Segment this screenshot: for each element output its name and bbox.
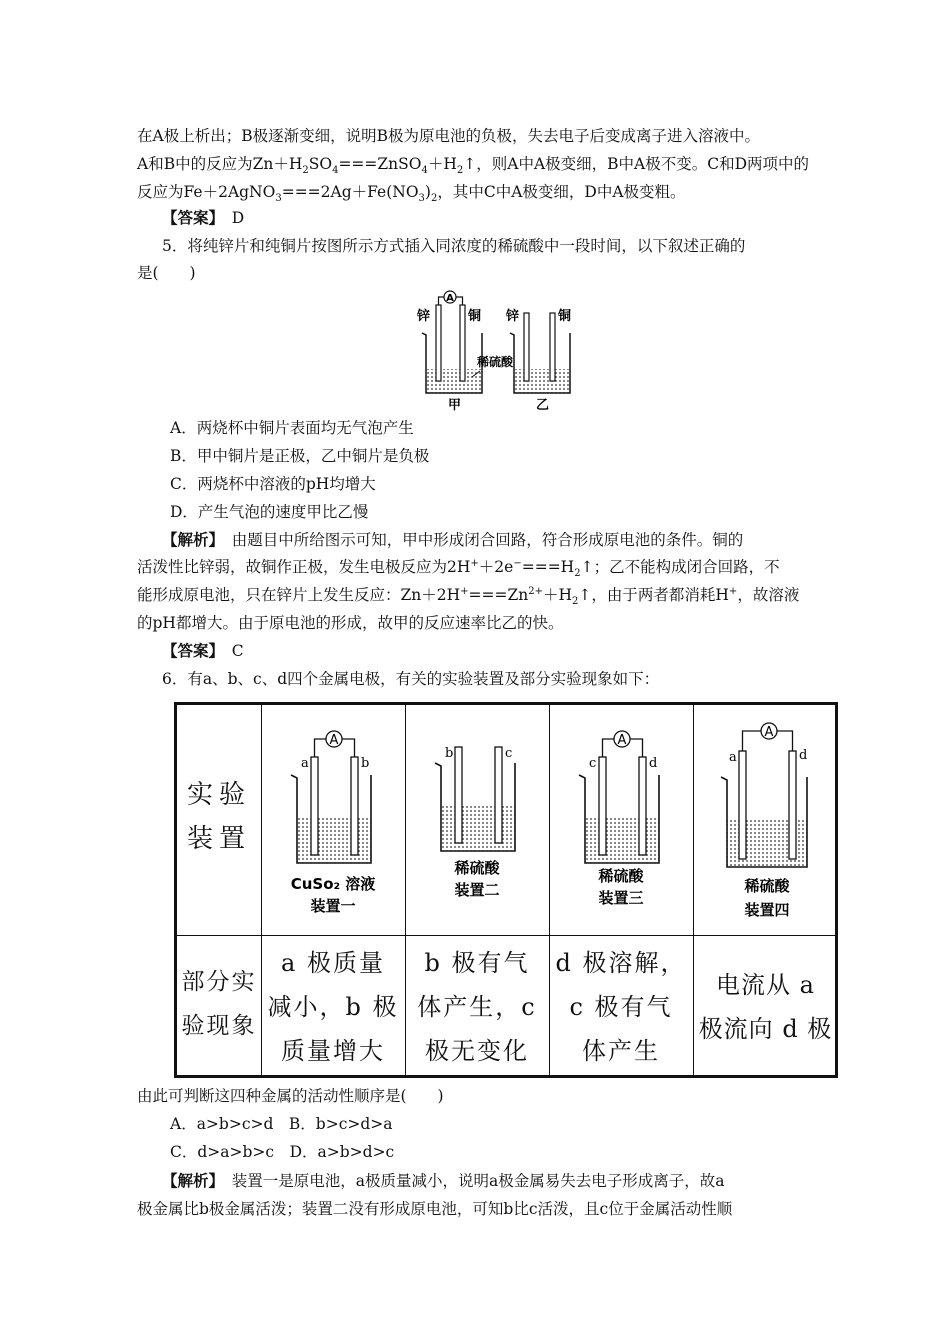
svg-text:稀硫酸: 稀硫酸 xyxy=(454,859,500,877)
option-a: A．两烧杯中铜片表面均无气泡产生 xyxy=(170,419,414,437)
option-d: D．产生气泡的速度甲比乙慢 xyxy=(170,503,369,521)
svg-text:A: A xyxy=(617,733,627,748)
device-3-figure xyxy=(561,721,685,929)
phenomenon-3: d 极溶解， c 极有气 体产生 xyxy=(555,949,687,1065)
text-line-2: A和B中的反应为$Zn+H_2SO_4===ZnSO_4+H_2↑$，则A中A极变细，B中A极不变。C和D两项中的 xyxy=(137,155,810,177)
analysis-6-line-2: 极金属比b极金属活泼；装置二没有形成原电池，可知b比c活泼，且c位于金属活动性顺 xyxy=(137,1200,733,1218)
answer-1: 【答案】 D xyxy=(162,208,245,227)
svg-text:装置三: 装置三 xyxy=(598,889,644,907)
option-b: B．甲中铜片是正极，乙中铜片是负极 xyxy=(170,447,430,465)
analysis-5-line-1: 【解析】 由题目中所给图示可知，甲中形成闭合回路，符合形成原电池的条件。铜的 xyxy=(162,530,744,549)
svg-text:稀硫酸: 稀硫酸 xyxy=(598,867,644,885)
svg-text:c: c xyxy=(505,746,513,761)
question-5-line-2: 是( ) xyxy=(137,264,196,282)
label-copper-yi: 铜 xyxy=(558,309,572,324)
svg-text:装置一: 装置一 xyxy=(310,897,356,915)
phenomenon-1: a 极质量 减小，b 极 质量增大 xyxy=(267,949,399,1065)
question-6-options-ab: A．a>b>c>d B．b>c>d>a xyxy=(170,1115,393,1133)
text-line-1: 在A极上析出；B极逐渐变细，说明B极为原电池的负极，失去电子后变成离子进入溶液中。 xyxy=(137,127,760,145)
label-acid: 稀硫酸 xyxy=(477,355,514,369)
zinc-plate-jia xyxy=(436,305,441,381)
svg-text:a: a xyxy=(729,750,737,765)
label-zinc-jia: 锌 xyxy=(417,309,431,324)
label-yi: 乙 xyxy=(536,398,550,413)
svg-text:稀硫酸: 稀硫酸 xyxy=(744,877,790,895)
figure-beakers-5 xyxy=(410,287,590,413)
device-2-figure xyxy=(417,721,541,929)
copper-plate-yi xyxy=(550,313,555,381)
svg-text:d: d xyxy=(649,756,658,771)
device-1-figure xyxy=(273,721,397,929)
svg-text:A: A xyxy=(446,293,454,304)
analysis-5-line-3: 能形成原电池，只在锌片上发生反应：$Zn+2H^+===Zn^{2+}+H_2↑$，由于两者都消耗H+，故溶液 xyxy=(137,585,800,608)
question-6: 6．有a、b、c、d四个金属电极，有关的实验装置及部分实验现象如下： xyxy=(162,670,660,688)
svg-text:CuSo₂ 溶液: CuSo₂ 溶液 xyxy=(290,875,376,893)
answer-2: 【答案】 C xyxy=(162,641,244,660)
svg-text:d: d xyxy=(799,748,808,763)
header-setup: 实验 装置 xyxy=(186,780,251,854)
svg-text:b: b xyxy=(445,746,454,761)
label-zinc-yi: 锌 xyxy=(506,309,520,324)
phenomenon-4: 电流从 a 极流向 d 极 xyxy=(698,971,833,1043)
analysis-5-line-4: 的pH都增大。由于原电池的形成，故甲的反应速率比乙的快。 xyxy=(137,614,564,632)
svg-text:装置二: 装置二 xyxy=(454,881,500,899)
svg-text:b: b xyxy=(361,756,370,771)
option-c: C．两烧杯中溶液的pH均增大 xyxy=(170,475,376,493)
svg-text:a: a xyxy=(301,756,309,771)
device-4-figure xyxy=(705,711,833,929)
svg-text:装置四: 装置四 xyxy=(744,901,790,919)
analysis-5-line-2: 活泼性比锌弱，故铜作正极，发生电极反应为$2H^++2e^-===H_2↑$；乙不能构成闭合回路，不 xyxy=(137,557,780,580)
phenomenon-2: b 极有气 体产生，c 极无变化 xyxy=(417,949,537,1065)
label-copper-jia: 铜 xyxy=(468,309,482,324)
solution-yi xyxy=(514,369,570,393)
copper-plate-jia xyxy=(460,305,465,381)
question-6-options-cd: C．d>a>b>c D．a>b>d>c xyxy=(170,1143,395,1161)
question-6-prompt: 由此可判断这四种金属的活动性顺序是( ) xyxy=(137,1087,444,1105)
analysis-6-line-1: 【解析】 装置一是原电池，a极质量减小，说明a极金属易失去电子形成离子，故a xyxy=(162,1171,725,1190)
zinc-plate-yi xyxy=(524,313,529,381)
solution-jia xyxy=(426,369,482,393)
question-5-line-1: 5．将纯锌片和纯铜片按图所示方式插入同浓度的稀硫酸中一段时间，以下叙述正确的 xyxy=(162,237,746,255)
label-jia: 甲 xyxy=(448,398,462,413)
svg-text:A: A xyxy=(329,733,339,748)
experiment-table xyxy=(174,702,838,1078)
text-line-3: 反应为$Fe+2AgNO_3===2Ag+Fe(NO_3)_2$，其中C中A极变细，D中A极变粗。 xyxy=(137,183,686,205)
svg-text:c: c xyxy=(589,756,597,771)
header-phenomena: 部分实 验现象 xyxy=(181,969,257,1039)
svg-text:A: A xyxy=(764,725,774,740)
